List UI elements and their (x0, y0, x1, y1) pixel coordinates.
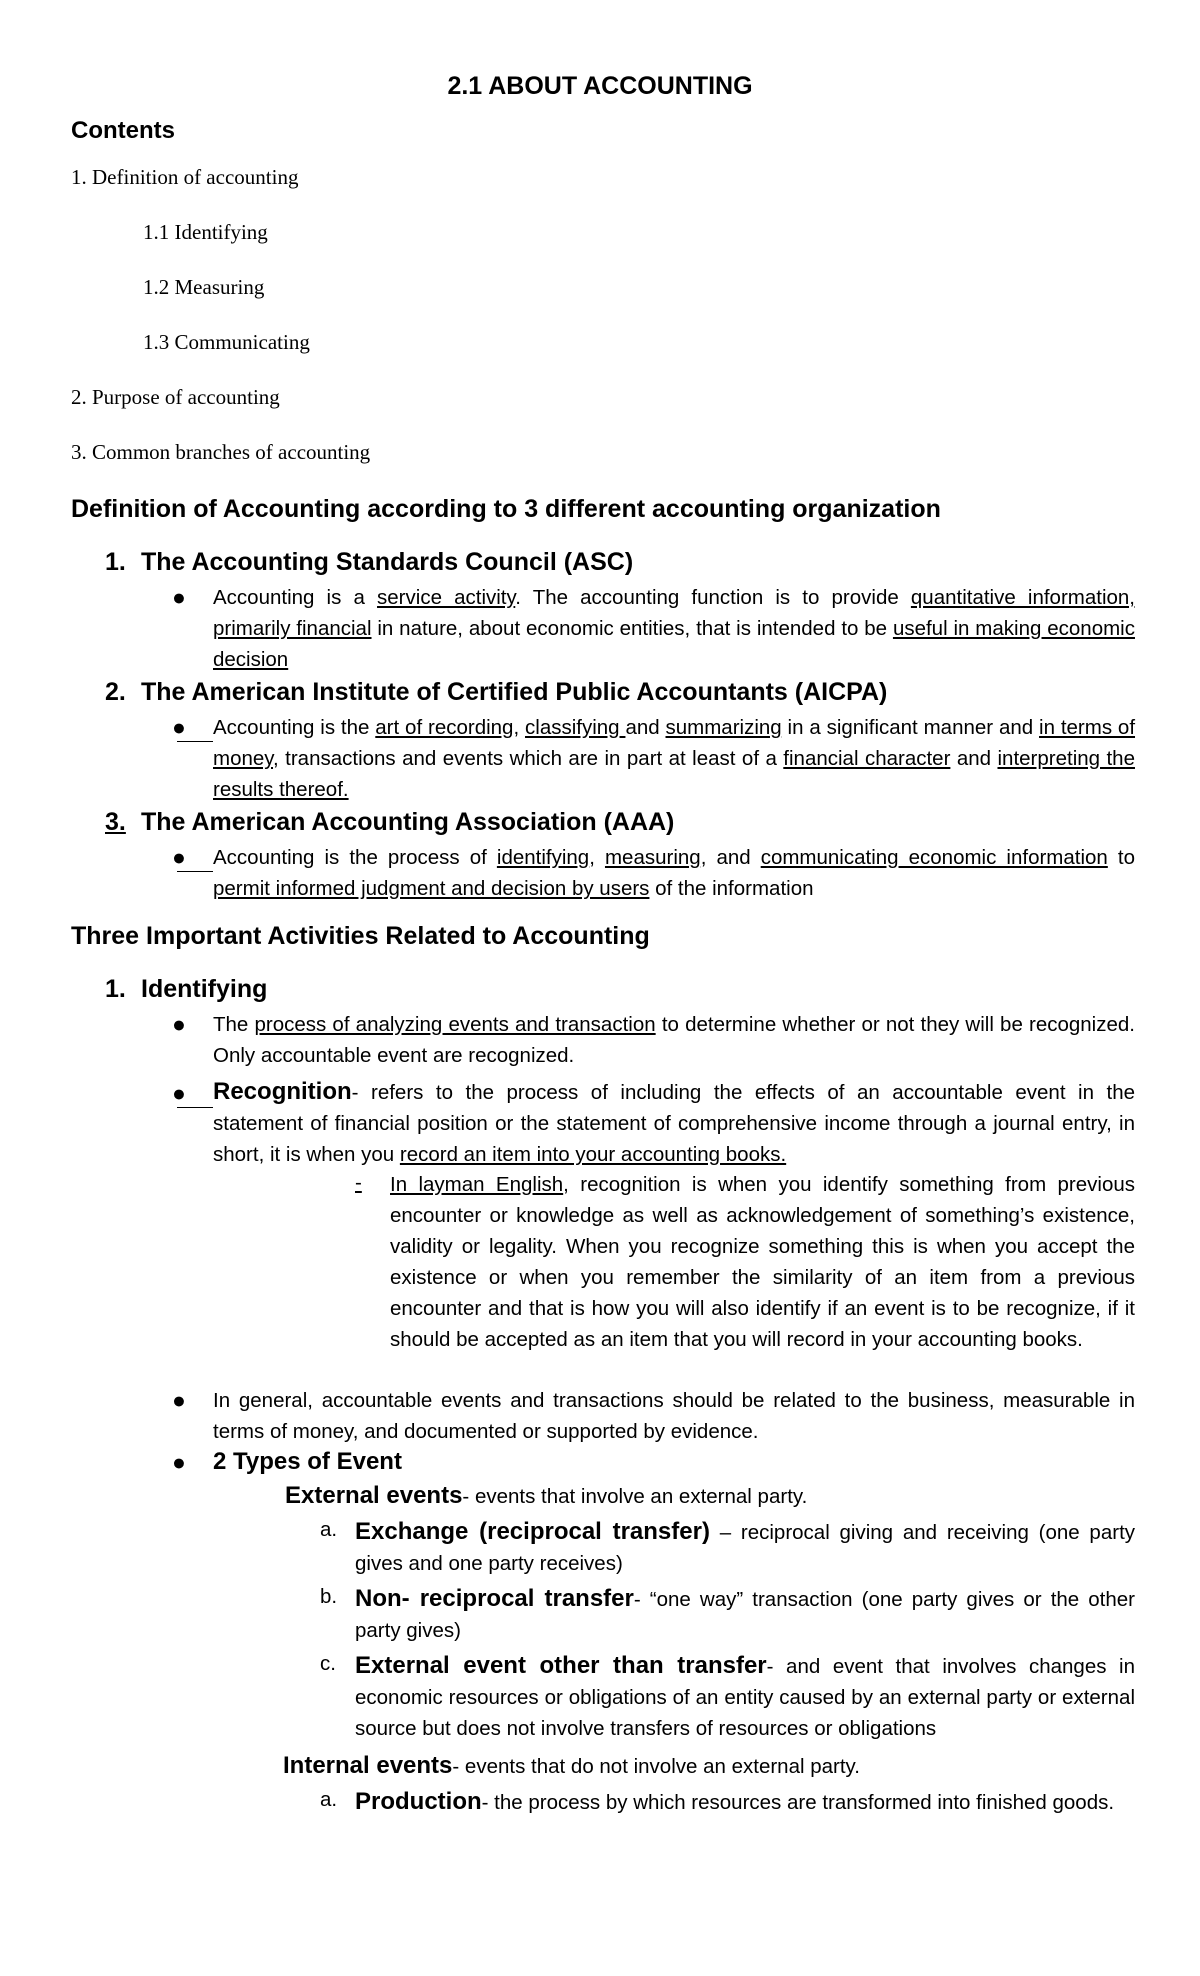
toc-item: 1.1 Identifying (143, 220, 268, 244)
org-definition: Accounting is the process of identifying, measuring, and communicating economic information to permit informed judgment and decision by users of the information (213, 846, 1135, 900)
org-heading (105, 808, 674, 837)
toc-item: 1. Definition of accounting (71, 165, 299, 189)
bullet-icon: ● (172, 844, 186, 870)
toc-item: 1.3 Communicating (143, 330, 310, 354)
internal-events-heading: Internal events- events that do not involve an external party. (283, 1752, 860, 1779)
list-letter: c. (320, 1652, 336, 1675)
external-event-item: External event other than transfer- and event that involves changes in economic resources or obligations of an entity caused by an external party or external source but does not involve transfers of resources or obligations (355, 1652, 1135, 1740)
list-letter: a. (320, 1518, 338, 1541)
external-events-heading: External events- events that involve an external party. (285, 1482, 808, 1509)
activity-heading (105, 975, 267, 1004)
org-number: 3. (105, 808, 126, 836)
bullet-icon: ● (172, 584, 186, 610)
toc-item: 1.2 Measuring (143, 275, 265, 299)
definitions-heading: Definition of Accounting according to 3 different accounting organization (71, 495, 941, 523)
org-definition: Accounting is a service activity. The accounting function is to provide quantitative information, primarily financial in nature, about economic entities, that is intended to be useful in making economic decision (213, 586, 1135, 671)
toc-item: 2. Purpose of accounting (71, 385, 280, 409)
bullet-underline (177, 741, 213, 742)
list-letter: a. (320, 1788, 338, 1811)
bullet-icon: ● (172, 1080, 186, 1106)
activities-heading: Three Important Activities Related to Accounting (71, 922, 650, 950)
contents-heading: Contents (71, 117, 175, 144)
org-number: 1. (105, 548, 126, 576)
activity-number: 1. (105, 975, 126, 1003)
general-paragraph: In general, accountable events and transactions should be related to the business, measurable in terms of money, and documented or supported by evidence. (213, 1389, 1135, 1443)
list-letter: b. (320, 1585, 338, 1608)
event-types-heading: 2 Types of Event (213, 1448, 402, 1475)
toc-item: 3. Common branches of accounting (71, 440, 371, 464)
external-event-item: Non- reciprocal transfer- “one way” transaction (one party gives or the other party gives) (355, 1585, 1136, 1642)
org-number: 2. (105, 678, 126, 706)
page-title: 2.1 ABOUT ACCOUNTING (447, 72, 753, 100)
org-heading (105, 548, 633, 577)
bullet-icon: ● (172, 1011, 186, 1037)
org-name: The Accounting Standards Council (ASC) (141, 548, 634, 576)
recognition-paragraph: Recognition- refers to the process of including the effects of an accountable event in the statement of financial position or the statement of comprehensive income through a journal entry, in short, it is when you record an item into your accounting books. (213, 1078, 1135, 1166)
layman-paragraph: In layman English, recognition is when you identify something from previous encounter or knowledge as well as acknowledgement of something’s existence, validity or legality. When you recognize something this is when you accept the existence or when you remember the similarity of an item from a previous encounter and that is how you will also identify if an event is to be recognize, if it should be accepted as an item that you will record in your accounting books. (390, 1173, 1136, 1351)
external-event-item: Exchange (reciprocal transfer) – reciprocal giving and receiving (one party gives and one party receives) (355, 1518, 1136, 1575)
bullet-icon: ● (172, 1387, 186, 1413)
internal-event-item: Production- the process by which resources are transformed into finished goods. (355, 1788, 1115, 1815)
bullet-underline (177, 871, 213, 872)
org-heading (105, 678, 887, 707)
org-name: The American Accounting Association (AAA) (141, 808, 675, 836)
org-name: The American Institute of Certified Public Accountants (AICPA) (141, 678, 888, 706)
bullet-icon: ● (172, 1449, 186, 1475)
activity-name: Identifying (141, 975, 268, 1003)
bullet-icon: ● (172, 714, 186, 740)
sub-dash: - (355, 1171, 362, 1194)
bullet-underline (177, 1107, 213, 1108)
org-definition: Accounting is the art of recording, classifying and summarizing in a significant manner and in terms of money, transactions and events which are in part at least of a financial character and interpreting the results thereof. (213, 716, 1136, 801)
identifying-paragraph: The process of analyzing events and transaction to determine whether or not they will be recognized. Only accountable event are recognized. (213, 1013, 1135, 1067)
